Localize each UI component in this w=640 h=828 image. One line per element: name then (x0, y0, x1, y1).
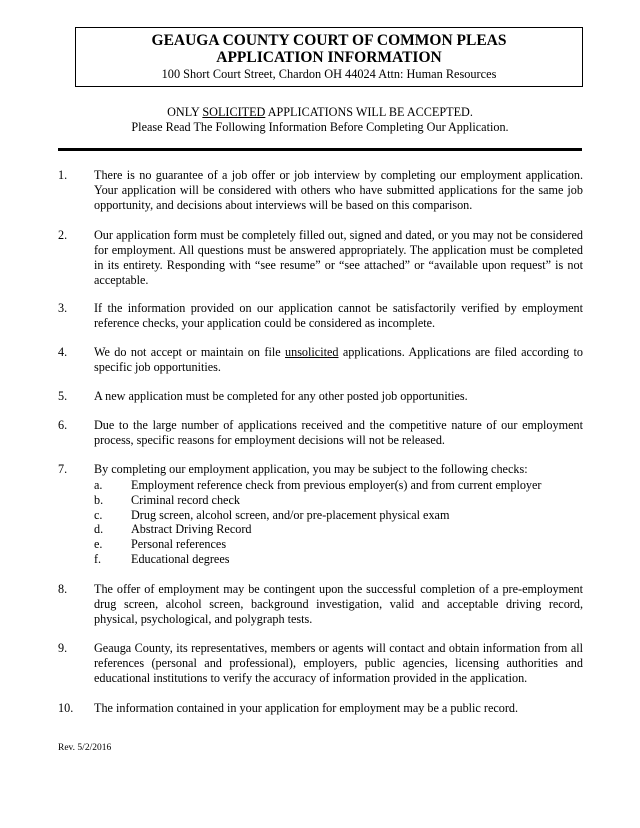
court-address: 100 Short Court Street, Chardon OH 44024 Attn: Human Resources (161, 67, 497, 81)
item-text (94, 345, 583, 375)
sub-item-text: Criminal record check (131, 493, 240, 507)
sub-item-letter: b. (94, 493, 104, 507)
item-number: 7. (58, 462, 68, 476)
sub-item-letter: c. (94, 508, 103, 522)
item-number: 6. (58, 418, 68, 432)
item-text: The offer of employment may be contingent upon the successful completion of a pre-employment drug screen, alcohol screen, background investigation, valid and acceptable driving record, physical, psychological, and polygraph tests. (94, 582, 583, 626)
solicited-notice (0, 105, 640, 120)
document-title: APPLICATION INFORMATION (216, 49, 442, 66)
sub-item-letter: d. (94, 522, 104, 536)
sub-item-letter: f. (94, 552, 102, 566)
item-text: A new application must be completed for any other posted job opportunities. (94, 389, 468, 403)
sub-item-text: Abstract Driving Record (131, 522, 252, 536)
sub-item-letter: e. (94, 537, 103, 551)
item-text: If the information provided on our application cannot be satisfactorily verified by employment reference checks, your application could be considered as incomplete. (94, 301, 583, 330)
item-number: 8. (58, 582, 68, 596)
sub-item-letter: a. (94, 478, 103, 492)
item-text: There is no guarantee of a job offer or job interview by completing our employment application. Your application will be considered with others who have submitted applications for the same job opportunity, and decisions about interviews will be based on this comparison. (94, 168, 583, 212)
item-number: 5. (58, 389, 68, 403)
divider-rule (58, 148, 582, 151)
item-number: 1. (58, 168, 68, 182)
sub-item-text: Personal references (131, 537, 227, 551)
header-box (75, 27, 583, 87)
item-text: Due to the large number of applications received and the competitive nature of our employment process, specific reasons for employment decisions will not be released. (94, 418, 583, 447)
notice-underlined: SOLICITED (202, 105, 266, 119)
item-number: 3. (58, 301, 68, 315)
item-text-before: We do not accept or maintain on file (94, 345, 285, 359)
item-text: Our application form must be completely filled out, signed and dated, or you may not be considered for employment. All questions must be answered appropriately. The application must be completed in its entirety. Responding with “see resume” or “see attached” or “available upon request” is not acceptable. (94, 228, 583, 287)
sub-item-text: Employment reference check from previous employer(s) and from current employer (131, 478, 542, 492)
item-number: 2. (58, 228, 68, 242)
item-text: Geauga County, its representatives, members or agents will contact and obtain information from all references (personal and professional), employers, public agencies, licensing authorities and educational institutions to verify the accuracy of information provided in the application. (94, 641, 583, 685)
item-text: By completing our employment application, you may be subject to the following checks: (94, 462, 528, 476)
notice-suffix: APPLICATIONS WILL BE ACCEPTED. (265, 105, 473, 119)
notice-prefix: ONLY (167, 105, 203, 119)
item-text-underlined: unsolicited (285, 345, 339, 359)
read-instructions: Please Read The Following Information Before Completing Our Application. (131, 120, 509, 134)
sub-item-text: Educational degrees (131, 552, 230, 566)
sub-item-text: Drug screen, alcohol screen, and/or pre-placement physical exam (131, 508, 450, 522)
item-number: 9. (58, 641, 68, 655)
item-text: The information contained in your application for employment may be a public record. (94, 701, 519, 715)
court-title: GEAUGA COUNTY COURT OF COMMON PLEAS (151, 32, 507, 49)
item-number: 4. (58, 345, 68, 359)
revision-date: Rev. 5/2/2016 (58, 743, 112, 753)
item-text-after: applications. Applications are filed according to specific job opportunities. (94, 345, 583, 374)
item-number: 10. (58, 701, 74, 715)
